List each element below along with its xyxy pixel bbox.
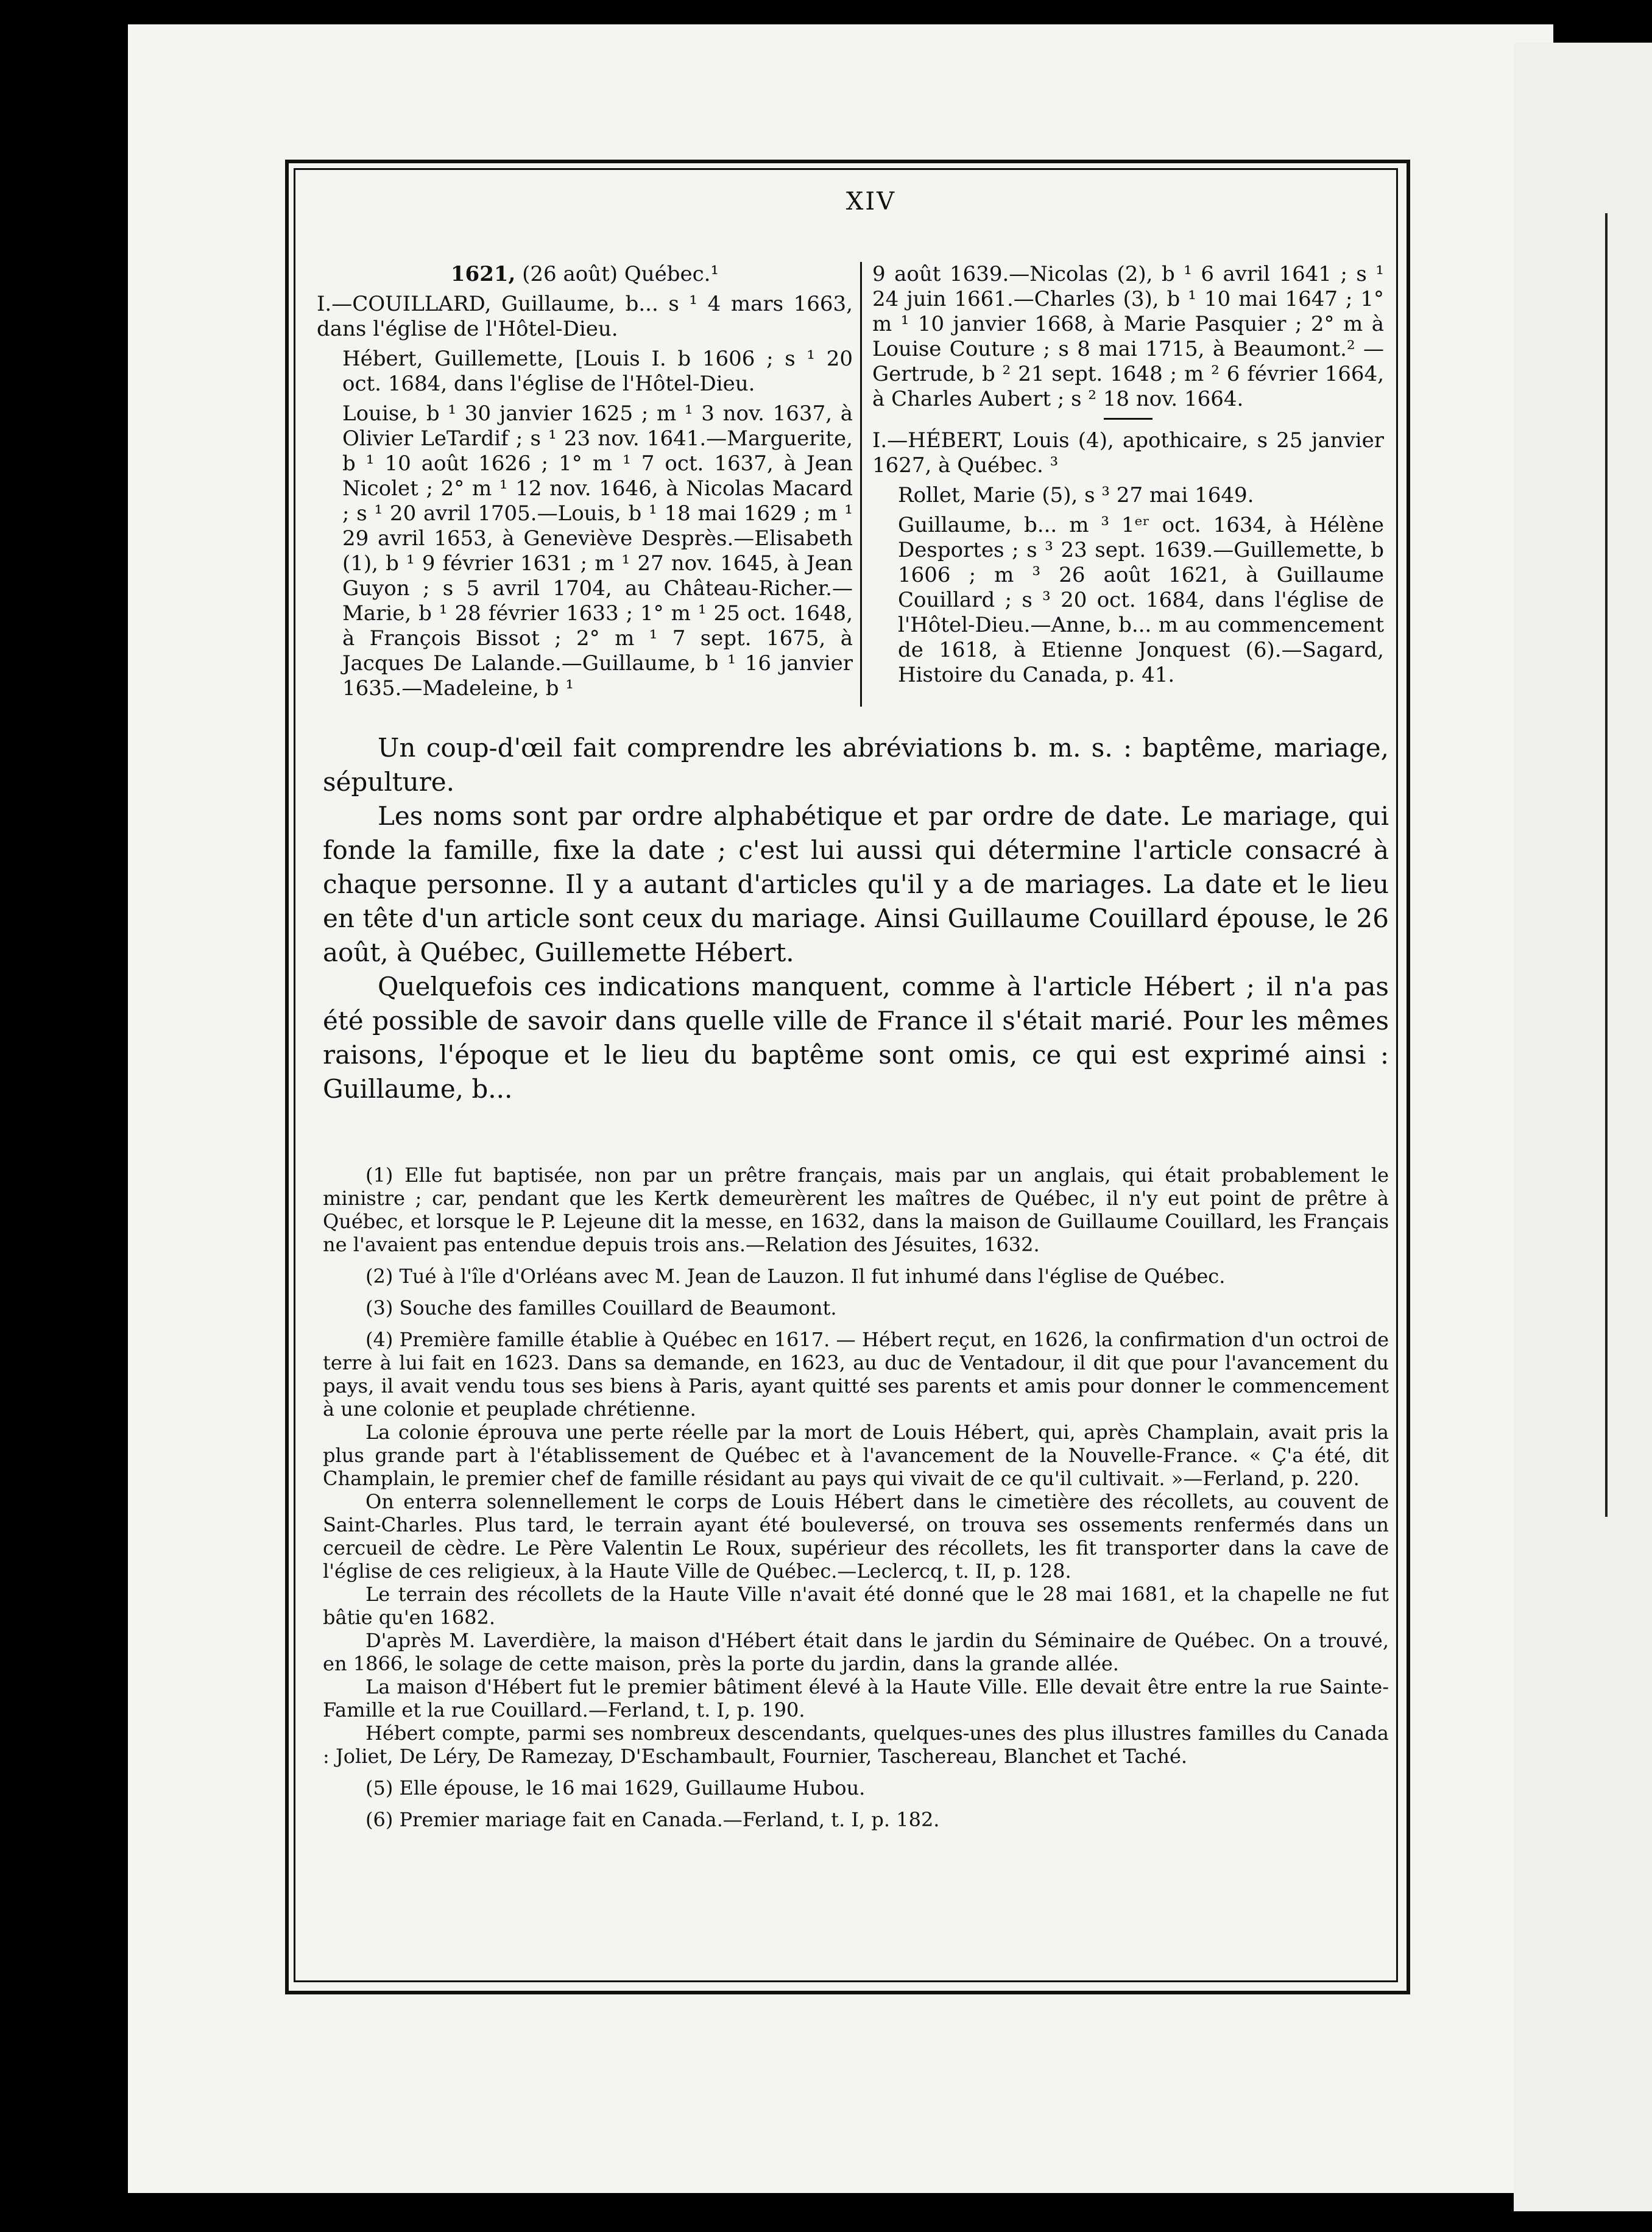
adjacent-page-edge: [1514, 43, 1652, 2211]
footnote-4-batiment: La maison d'Hébert fut le premier bâtiment élevé à la Haute Ville. Elle devait être entre la rue Sainte-Famille et la rue Couillard.—Ferland, t. I, p. 190.: [323, 1675, 1389, 1722]
heading-place: (26 août) Québec.¹: [522, 262, 719, 286]
entry-couillard: I.—COUILLARD, Guillaume, b... s ¹ 4 mars 1663, dans l'église de l'Hôtel-Dieu.: [317, 292, 853, 341]
footnote-2: (2) Tué à l'île d'Orléans avec M. Jean de Lauzon. Il fut inhumé dans l'église de Québec.: [365, 1265, 1226, 1288]
footnote-4-descendants: Hébert compte, parmi ses nombreux descendants, quelques-unes des plus illustres familles du Canada : Joliet, De Léry, De Ramezay, D'Eschambault, Fournier, Taschereau, Blanchet et Taché.: [323, 1722, 1389, 1768]
body-paragraph-3: Quelquefois ces indications manquent, comme à l'article Hébert ; il n'a pas été possible de savoir dans quelle ville de France il s'était marié. Pour les mêmes raisons, l'époque et le lieu du baptême sont omis, ce qui est exprimé ainsi : Guillaume, b...: [323, 972, 1389, 1104]
body-paragraph-2: Les noms sont par ordre alphabétique et par ordre de date. Le mariage, qui fonde la famille, fixe la date ; c'est lui aussi qui détermine l'article consacré à chaque personne. Il y a autant d'articles qu'il y a de mariages. La date et le lieu en tête d'un article sont ceux du mariage. Ainsi Guillaume Couillard épouse, le 26 août, à Québec, Guillemette Hébert.: [323, 801, 1389, 967]
footnote-4-terrain: Le terrain des récollets de la Haute Ville n'avait été donné que le 28 mai 1681, et la chapelle ne fut bâtie qu'en 1682.: [323, 1583, 1389, 1629]
footnote-4-maison: D'après M. Laverdière, la maison d'Hébert était dans le jardin du Séminaire de Québec. On a trouvé, en 1866, le solage de cette maison, près la porte du jardin, dans la grande allée.: [323, 1629, 1389, 1675]
footnote-3: (3) Souche des familles Couillard de Beaumont.: [365, 1296, 837, 1319]
footnote-6: (6) Premier mariage fait en Canada.—Ferland, t. I, p. 182.: [365, 1808, 940, 1831]
footnotes: [323, 1164, 1389, 1840]
adjacent-page-rule: [1605, 213, 1608, 1517]
entry-hebert-children: Guillaume, b... m ³ 1ᵉʳ oct. 1634, à Hélène Desportes ; s ³ 23 sept. 1639.—Guillemette, b 1606 ; m ³ 26 août 1621, à Guillaume Couillard ; s ³ 20 oct. 1684, dans l'église de l'Hôtel-Dieu.—Anne, b... m au commencement de 1618, à Etienne Jonquest (6).—Sagard, Histoire du Canada, p. 41.: [898, 513, 1384, 687]
entry-children-right: 9 août 1639.—Nicolas (2), b ¹ 6 avril 1641 ; s ¹ 24 juin 1661.—Charles (3), b ¹ 10 mai 1647 ; 1° m ¹ 10 janvier 1668, à Marie Pasquier ; 2° m à Louise Couture ; s 8 mai 1715, à Beaumont.² — Gertrude, b ² 21 sept. 1648 ; m ² 6 février 1664, à Charles Aubert ; s ² 18 nov. 1664.: [872, 262, 1384, 411]
column-divider: [860, 262, 862, 707]
entry-hebert-louis: I.—HÉBERT, Louis (4), apothicaire, s 25 janvier 1627, à Québec. ³: [872, 428, 1384, 478]
entry-separator: [1104, 418, 1153, 420]
entry-children-left: Louise, b ¹ 30 janvier 1625 ; m ¹ 3 nov. 1637, à Olivier LeTardif ; s ¹ 23 nov. 1641.—Marguerite, b ¹ 10 août 1626 ; 1° m ¹ 7 oct. 1637, à Jean Nicolet ; 2° m ¹ 12 nov. 1646, à Nicolas Macard ; s ¹ 20 avril 1705.—Louis, b ¹ 18 mai 1629 ; m ¹ 29 avril 1653, à Geneviève Desprès.—Elisabeth (1), b ¹ 9 février 1631 ; m ¹ 27 nov. 1645, à Jean Guyon ; s 5 avril 1704, au Château-Richer.—Marie, b ¹ 28 février 1633 ; 1° m ¹ 25 oct. 1648, à François Bissot ; 2° m ¹ 7 sept. 1675, à Jacques De Lalande.—Guillaume, b ¹ 16 janvier 1635.—Madeleine, b ¹: [342, 401, 853, 701]
footnote-1: (1) Elle fut baptisée, non par un prêtre français, mais par un anglais, qui était probablement le ministre ; car, pendant que les Kertk demeurèrent les maîtres de Québec, il n'y eut point de prêtre à Québec, et lorsque le P. Lejeune dit la messe, en 1632, dans la maison de Guillaume Couillard, les Français ne l'avaient pas entendue depuis trois ans.—Relation des Jésuites, 1632.: [323, 1164, 1389, 1256]
right-column: [872, 262, 1384, 693]
footnote-4-colonie: La colonie éprouva une perte réelle par la mort de Louis Hébert, qui, après Champlain, avait pris la plus grande part à l'établissement de Québec et à l'avancement de la Nouvelle-France. « Ç'a été, dit Champlain, le premier chef de famille résidant au pays qui vivait de ce qu'il cultivait. »—Ferland, p. 220.: [323, 1421, 1389, 1490]
entry-heading: [317, 262, 853, 287]
body-paragraph-1: Un coup-d'œil fait comprendre les abréviations b. m. s. : baptême, mariage, sépulture.: [323, 733, 1389, 797]
explanatory-text: [323, 731, 1389, 1106]
heading-year: 1621,: [450, 262, 516, 286]
left-column: [317, 262, 853, 706]
page-folio: XIV: [845, 188, 897, 216]
footnote-5: (5) Elle épouse, le 16 mai 1629, Guillaume Hubou.: [365, 1776, 866, 1799]
footnote-4: (4) Première famille établie à Québec en 1617. — Hébert reçut, en 1626, la confirmation d'un octroi de terre à lui fait en 1623. Dans sa demande, en 1623, au duc de Ventadour, il dit que pour l'avancement du pays, il avait vendu tous ses biens à Paris, ayant quitté ses parents et amis pour donner le commencement à une colonie et peuplade chrétienne.: [323, 1328, 1389, 1421]
footnote-4-burial: On enterra solennellement le corps de Louis Hébert dans le cimetière des récollets, au couvent de Saint-Charles. Plus tard, le terrain ayant été bouleversé, on trouva ses ossements renfermés dans un cercueil de cèdre. Le Père Valentin Le Roux, supérieur des récollets, les fit transporter dans la cave de l'église de ces religieux, à la Haute Ville de Québec.—Leclercq, t. II, p. 128.: [323, 1490, 1389, 1583]
entry-rollet-marie: Rollet, Marie (5), s ³ 27 mai 1649.: [898, 483, 1254, 507]
entry-hebert-guillemette: Hébert, Guillemette, [Louis I. b 1606 ; s ¹ 20 oct. 1684, dans l'église de l'Hôtel-Dieu.: [342, 347, 853, 396]
